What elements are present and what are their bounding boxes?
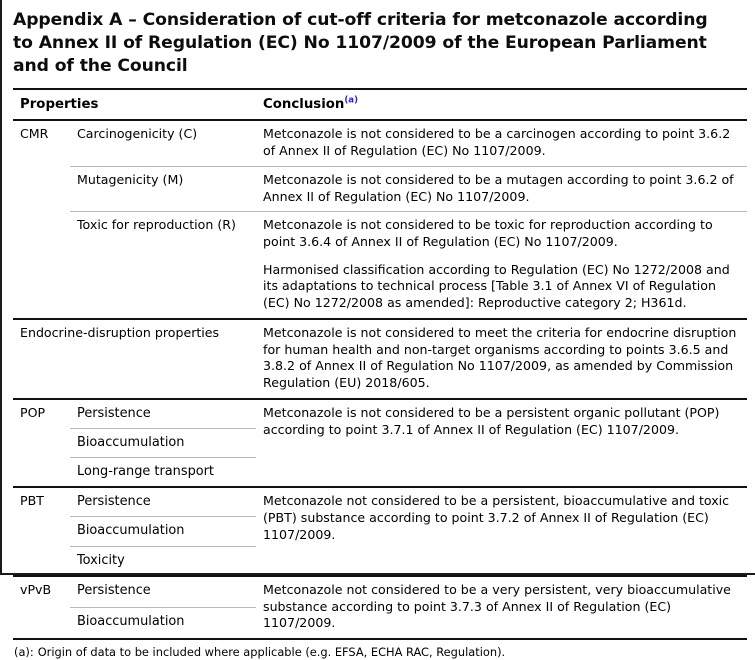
row-conclusion-carcinogenicity <box>256 120 747 166</box>
row-property-vpvb-bioaccumulation: Bioaccumulation <box>70 607 256 638</box>
row-property-pop-long-range-transport: Long-range transport <box>70 458 256 488</box>
row-conclusion-mutagenicity <box>256 166 747 211</box>
conclusion-paragraph-harmonised: Harmonised classification according to Regulation (EC) No 1272/2008 and its adaptations to technical process [Table 3.1 of Annex VI of Regulation (EC) No 1272/2008 as amended]: Reproductive category 2; H361d. <box>263 261 730 311</box>
row-category-cmr: CMR <box>13 120 70 319</box>
conclusion-paragraph: Metconazole not considered to be a very persistent, very bioaccumulative substance according to point 3.7.3 of Annex II of Regulation (EC) 1107/2009. <box>263 581 731 631</box>
footnote-text: Origin of data to be included where applicable (e.g. EFSA, ECHA RAC, Regulation). <box>37 644 506 659</box>
row-conclusion-pbt <box>256 487 747 575</box>
table-row <box>13 576 747 608</box>
page-title: Appendix A – Consideration of cut-off criteria for metconazole according to Annex II of Regulation (EC) No 1107/2009 of the European Parliament and of the Council <box>13 10 708 76</box>
table-row <box>13 399 747 429</box>
row-property-mutagenicity: Mutagenicity (M) <box>70 166 256 211</box>
row-property-vpvb-persistence: Persistence <box>70 576 256 608</box>
table-row <box>13 487 747 517</box>
footnote-a <box>13 645 747 660</box>
column-header-properties: Properties <box>13 89 256 121</box>
row-property-toxic-for-reproduction: Toxic for reproduction (R) <box>70 212 256 319</box>
row-category-endocrine-disruption: Endocrine-disruption properties <box>13 319 256 399</box>
table-row <box>13 319 747 399</box>
conclusion-paragraph: Metconazole is not considered to be a carcinogen according to point 3.6.2 of Annex II of Regulation (EC) No 1107/2009. <box>263 126 731 159</box>
column-header-conclusion <box>256 89 747 121</box>
row-property-pbt-bioaccumulation: Bioaccumulation <box>70 517 256 546</box>
row-category-pop: POP <box>13 399 70 487</box>
column-header-conclusion-label: Conclusion <box>263 96 345 112</box>
row-category-vpvb: vPvB <box>13 576 70 638</box>
footnote-marker-a: (a) <box>344 95 359 106</box>
cutoff-criteria-table <box>13 88 747 638</box>
footnote-label: (a): <box>14 644 34 659</box>
conclusion-paragraph: Metconazole is not considered to be toxic for reproduction according to point 3.6.4 of Annex II of Regulation (EC) No 1107/2009. <box>263 217 713 249</box>
footnote-section <box>13 638 747 660</box>
row-conclusion-vpvb <box>256 576 747 638</box>
row-property-carcinogenicity: Carcinogenicity (C) <box>70 120 256 166</box>
row-conclusion-pop <box>256 399 747 487</box>
row-conclusion-toxic-for-reproduction <box>256 212 747 319</box>
row-property-pbt-persistence: Persistence <box>70 487 256 517</box>
row-property-pop-bioaccumulation: Bioaccumulation <box>70 429 256 458</box>
table-header-row <box>13 89 747 121</box>
conclusion-paragraph: Metconazole not considered to be a persistent, bioaccumulative and toxic (PBT) substance according to point 3.7.2 of Annex II of Regulation (EC) 1107/2009. <box>263 493 730 542</box>
row-property-pop-persistence: Persistence <box>70 399 256 429</box>
row-category-pbt: PBT <box>13 487 70 575</box>
conclusion-paragraph: Metconazole is not considered to be a mutagen according to point 3.6.2 of Annex II of Regulation (EC) No 1107/2009. <box>263 171 734 204</box>
row-conclusion-endocrine-disruption <box>256 319 747 399</box>
table-row <box>13 166 747 211</box>
row-property-pbt-toxicity: Toxicity <box>70 546 256 576</box>
table-row <box>13 212 747 319</box>
conclusion-paragraph: Metconazole is not considered to be a persistent organic pollutant (POP) according to point 3.7.1 of Annex II of Regulation (EC) 1107/2009. <box>263 404 720 437</box>
table-row <box>13 120 747 166</box>
conclusion-paragraph: Metconazole is not considered to meet the criteria for endocrine disruption for human health and non-target organisms according to points 3.6.5 and 3.8.2 of Annex II of Regulation No 1107/2009, as amended by Commission Regulation (EU) 2018/605. <box>263 324 737 391</box>
